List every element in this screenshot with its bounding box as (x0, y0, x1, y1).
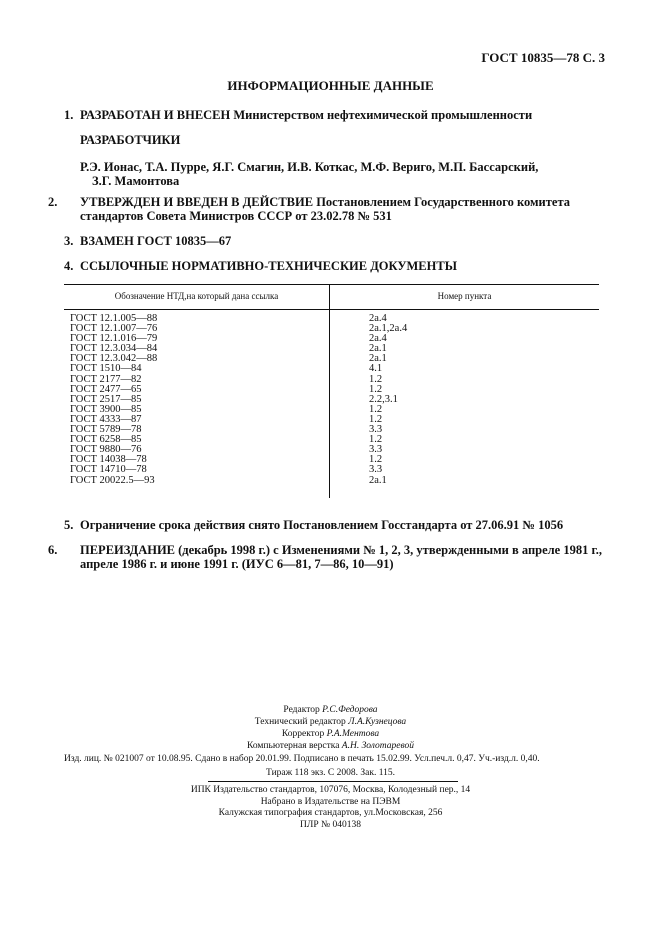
table-cell-doc: ГОСТ 20022.5—93 (70, 474, 155, 486)
imprint-line-1: Изд. лиц. № 021007 от 10.08.95. Сдано в набор 20.01.99. Подписано в печать 15.02.99. Усл.печ.л. 0,47. Уч.-изд.л. 0,40. (64, 754, 540, 764)
table-row (64, 375, 599, 385)
table-cell-doc: ГОСТ 2177—82 (70, 373, 142, 385)
item-5-number: 5. (64, 518, 74, 532)
table-cell-doc: ГОСТ 12.3.034—84 (70, 343, 158, 355)
table-row (64, 395, 599, 405)
table-cell-clause: 2а.4 (369, 313, 387, 324)
credit-editor-role: Редактор (283, 705, 320, 715)
developers-heading (64, 133, 604, 147)
imprint-line-2: Тираж 118 экз. С 2008. Зак. 115. (266, 768, 395, 778)
table-header-doc: Обозначение НТД,на который дана ссылка (114, 291, 279, 301)
table-cell-clause: 2а.1 (369, 474, 387, 486)
table-row (64, 354, 599, 364)
credits-block (0, 704, 661, 752)
table-cell-doc: ГОСТ 12.1.005—88 (70, 313, 158, 324)
table-cell-doc: ГОСТ 2517—85 (70, 393, 142, 405)
footer-divider (208, 781, 458, 782)
table-cell-doc: ГОСТ 4333—87 (70, 413, 142, 425)
developers-label: РАЗРАБОТЧИКИ (80, 133, 181, 147)
table-cell-clause: 1.2 (369, 373, 383, 385)
developers-list (80, 160, 600, 188)
table-header-clause: Номер пункта (437, 291, 492, 301)
table-body (64, 310, 599, 486)
item-3-number: 3. (64, 234, 74, 248)
item-1 (64, 108, 604, 122)
item-1-number: 1. (64, 108, 74, 122)
table-cell-clause: 4.1 (369, 363, 383, 375)
item-2-number: 2. (48, 195, 58, 209)
table-row (64, 385, 599, 395)
item-5 (64, 518, 604, 532)
page-header-ref: ГОСТ 10835—78 С. 3 (481, 50, 605, 65)
table-cell-doc: ГОСТ 5789—78 (70, 424, 142, 436)
table-cell-clause: 1.2 (369, 383, 383, 395)
table-row (64, 465, 599, 475)
table-cell-doc: ГОСТ 2477—65 (70, 383, 142, 395)
credit-tech-name: Л.А.Кузнецова (348, 717, 407, 727)
table-cell-doc: ГОСТ 6258—85 (70, 434, 142, 446)
credit-tech-editor (0, 716, 661, 728)
item-5-text: Ограничение срока действия снято Постановлением Госстандарта от 27.06.91 № 1056 (80, 518, 564, 532)
table-cell-doc: ГОСТ 12.3.042—88 (70, 353, 158, 365)
publisher-footer (0, 785, 661, 831)
table-cell-clause: 2.2,3.1 (369, 393, 398, 405)
table-cell-doc: ГОСТ 9880—76 (70, 444, 142, 456)
footer-line-2: Набрано в Издательстве на ПЭВМ (260, 796, 401, 807)
credit-layout (0, 740, 661, 752)
table-row (64, 415, 599, 425)
item-1-text: Министерством нефтехимической промышленности (233, 108, 533, 122)
footer-line-1: ИПК Издательство стандартов, 107076, Москва, Колодезный пер., 14 (190, 785, 471, 795)
table-cell-clause: 2а.1 (369, 343, 387, 355)
table-row (64, 435, 599, 445)
item-3-text: ВЗАМЕН ГОСТ 10835—67 (80, 234, 232, 248)
table-cell-clause: 2а.1,2а.4 (369, 323, 408, 335)
table-cell-doc: ГОСТ 12.1.007—76 (70, 323, 158, 335)
item-3 (64, 234, 604, 248)
item-6-text: (декабрь 1998 г.) с Изменениями № 1, 2, 3, утвержденными в апреле 1981 г., апреле 1986 г. и июне 1991 г. (ИУС 6—81, 7—86, 10—91) (80, 543, 602, 571)
table-cell-clause: 3.3 (369, 464, 383, 476)
table-cell-doc: ГОСТ 14710—78 (70, 464, 147, 476)
item-2-text: Постановлением Государственного комитета стандартов Совета Министров СССР от 23.02.78 № 531 (80, 195, 570, 223)
table-row (64, 364, 599, 374)
table-cell-doc: ГОСТ 1510—84 (70, 363, 142, 375)
credit-layout-name: А.Н. Золотаревой (341, 741, 415, 751)
table-cell-clause: 1.2 (369, 413, 383, 425)
item-2-lead: УТВЕРЖДЕН И ВВЕДЕН В ДЕЙСТВИЕ (80, 195, 314, 209)
footer-line-3: Калужская типография стандартов, ул.Московская, 256 (218, 808, 443, 818)
item-4-text: ССЫЛОЧНЫЕ НОРМАТИВНО-ТЕХНИЧЕСКИЕ ДОКУМЕНТЫ (80, 259, 457, 273)
credit-editor (0, 704, 661, 716)
references-table (64, 284, 599, 486)
credit-tech-role: Технический редактор (254, 717, 346, 727)
credit-layout-role: Компьютерная верстка (246, 741, 340, 751)
credit-editor-name: Р.С.Федорова (322, 705, 378, 715)
table-header (64, 284, 599, 310)
table-cell-doc: ГОСТ 3900—85 (70, 403, 142, 415)
table-row (64, 425, 599, 435)
item-1-lead: РАЗРАБОТАН И ВНЕСЕН (80, 108, 231, 122)
item-6-number: 6. (48, 543, 58, 557)
table-row (64, 405, 599, 415)
developers-line-1: Р.Э. Ионас, Т.А. Пурре, Я.Г. Смагин, И.В. Коткас, М.Ф. Вериго, М.П. Бассарский, (80, 160, 539, 174)
table-cell-clause: 1.2 (369, 434, 383, 446)
item-6-lead: ПЕРЕИЗДАНИЕ (80, 543, 176, 557)
table-cell-clause: 1.2 (369, 403, 383, 415)
table-row (64, 476, 599, 486)
table-cell-clause: 3.3 (369, 424, 383, 436)
footer-line-4: ПЛР № 040138 (300, 819, 361, 830)
page-title: ИНФОРМАЦИОННЫЕ ДАННЫЕ (227, 78, 434, 93)
item-4-number: 4. (64, 259, 74, 273)
item-4 (64, 259, 604, 273)
item-6 (48, 543, 620, 571)
table-cell-clause: 3.3 (369, 444, 383, 456)
credit-corr-name: Р.А.Ментова (326, 729, 380, 739)
table-cell-clause: 2а.4 (369, 333, 387, 345)
table-cell-clause: 2а.1 (369, 353, 387, 365)
credit-corr-role: Корректор (281, 729, 325, 739)
developers-line-2: З.Г. Мамонтова (92, 174, 180, 188)
credit-corrector (0, 728, 661, 740)
item-2 (48, 195, 620, 223)
table-cell-clause: 1.2 (369, 454, 383, 466)
table-cell-doc: ГОСТ 12.1.016—79 (70, 333, 158, 345)
table-cell-doc: ГОСТ 14038—78 (70, 454, 147, 466)
